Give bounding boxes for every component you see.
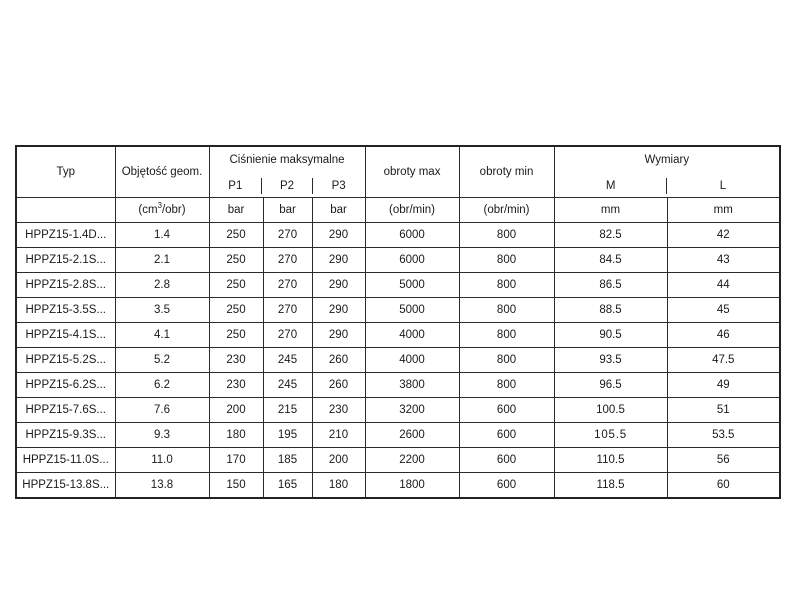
spec-table-container bbox=[15, 145, 779, 499]
header-p2: P2 bbox=[261, 179, 313, 193]
header-pressure-group bbox=[209, 146, 365, 198]
header-rpm-max: obroty max bbox=[365, 146, 459, 198]
cell-dim-l: 44 bbox=[667, 273, 780, 298]
header-p3: P3 bbox=[313, 179, 365, 193]
cell-p3: 210 bbox=[312, 423, 365, 448]
header-dim-m: M bbox=[605, 179, 616, 192]
cell-rpm-min: 600 bbox=[459, 398, 554, 423]
cell-p2: 195 bbox=[263, 423, 312, 448]
cell-p2: 245 bbox=[263, 348, 312, 373]
cell-typ: HPPZ15-4.1S... bbox=[16, 323, 115, 348]
cell-rpm-min: 800 bbox=[459, 348, 554, 373]
units-dim-l: mm bbox=[667, 198, 780, 223]
cell-dim-m: 96.5 bbox=[554, 373, 667, 398]
cell-dim-l: 43 bbox=[667, 248, 780, 273]
cell-dim-l: 47.5 bbox=[667, 348, 780, 373]
table-header bbox=[16, 146, 780, 223]
cell-dim-l: 42 bbox=[667, 223, 780, 248]
specification-table bbox=[15, 145, 781, 499]
table-row bbox=[16, 323, 780, 348]
header-p1: P1 bbox=[228, 179, 243, 192]
cell-rpm-min: 600 bbox=[459, 473, 554, 499]
header-pressure-group-label: Ciśnienie maksymalne bbox=[229, 154, 345, 166]
cell-p2: 165 bbox=[263, 473, 312, 499]
cell-p1: 230 bbox=[209, 348, 263, 373]
cell-p3: 290 bbox=[312, 298, 365, 323]
cell-dim-l: 56 bbox=[667, 448, 780, 473]
header-dim-l: L bbox=[667, 179, 779, 193]
units-volume-exponent: 3 bbox=[157, 200, 162, 210]
header-dimensions-group-label: Wymiary bbox=[644, 154, 690, 166]
cell-rpm-max: 3800 bbox=[365, 373, 459, 398]
cell-dim-l: 60 bbox=[667, 473, 780, 499]
cell-volume: 4.1 bbox=[115, 323, 209, 348]
cell-p3: 290 bbox=[312, 223, 365, 248]
table-body bbox=[16, 223, 780, 499]
header-row-titles bbox=[16, 146, 780, 198]
cell-volume: 3.5 bbox=[115, 298, 209, 323]
header-row-units bbox=[16, 198, 780, 223]
units-p2: bar bbox=[263, 198, 312, 223]
cell-dim-l: 46 bbox=[667, 323, 780, 348]
units-p3: bar bbox=[312, 198, 365, 223]
units-volume bbox=[115, 198, 209, 223]
cell-dim-m: 118.5 bbox=[554, 473, 667, 499]
table-row bbox=[16, 223, 780, 248]
cell-rpm-max: 6000 bbox=[365, 248, 459, 273]
cell-p1: 150 bbox=[209, 473, 263, 499]
cell-rpm-max: 2200 bbox=[365, 448, 459, 473]
cell-dim-m: 86.5 bbox=[554, 273, 667, 298]
cell-rpm-min: 600 bbox=[459, 423, 554, 448]
cell-p1: 250 bbox=[209, 298, 263, 323]
cell-rpm-min: 800 bbox=[459, 223, 554, 248]
cell-rpm-max: 1800 bbox=[365, 473, 459, 499]
cell-p3: 180 bbox=[312, 473, 365, 499]
table-row bbox=[16, 248, 780, 273]
table-row bbox=[16, 423, 780, 448]
cell-volume: 13.8 bbox=[115, 473, 209, 499]
table-row bbox=[16, 348, 780, 373]
cell-p1: 170 bbox=[209, 448, 263, 473]
cell-rpm-min: 800 bbox=[459, 298, 554, 323]
cell-p2: 270 bbox=[263, 323, 312, 348]
cell-p3: 230 bbox=[312, 398, 365, 423]
cell-typ: HPPZ15-7.6S... bbox=[16, 398, 115, 423]
cell-p3: 290 bbox=[312, 323, 365, 348]
table-row bbox=[16, 448, 780, 473]
cell-rpm-max: 2600 bbox=[365, 423, 459, 448]
cell-dim-l: 49 bbox=[667, 373, 780, 398]
cell-p1: 230 bbox=[209, 373, 263, 398]
cell-p2: 245 bbox=[263, 373, 312, 398]
cell-p1: 250 bbox=[209, 273, 263, 298]
cell-rpm-max: 4000 bbox=[365, 323, 459, 348]
cell-p1: 250 bbox=[209, 248, 263, 273]
cell-typ: HPPZ15-11.0S... bbox=[16, 448, 115, 473]
cell-typ: HPPZ15-2.1S... bbox=[16, 248, 115, 273]
table-row bbox=[16, 373, 780, 398]
header-dimension-subcolumns bbox=[555, 179, 780, 193]
cell-rpm-max: 5000 bbox=[365, 298, 459, 323]
cell-typ: HPPZ15-5.2S... bbox=[16, 348, 115, 373]
cell-volume: 2.1 bbox=[115, 248, 209, 273]
cell-p3: 260 bbox=[312, 348, 365, 373]
cell-rpm-min: 600 bbox=[459, 448, 554, 473]
cell-volume: 2.8 bbox=[115, 273, 209, 298]
cell-rpm-max: 3200 bbox=[365, 398, 459, 423]
cell-rpm-min: 800 bbox=[459, 323, 554, 348]
units-volume-base: (cm bbox=[138, 203, 158, 216]
cell-volume: 6.2 bbox=[115, 373, 209, 398]
cell-p3: 260 bbox=[312, 373, 365, 398]
cell-volume: 9.3 bbox=[115, 423, 209, 448]
header-dimensions-group bbox=[554, 146, 780, 198]
cell-dim-m: 90.5 bbox=[554, 323, 667, 348]
cell-dim-l: 45 bbox=[667, 298, 780, 323]
cell-rpm-max: 4000 bbox=[365, 348, 459, 373]
units-volume-tail: /obr) bbox=[161, 203, 186, 216]
table-row bbox=[16, 398, 780, 423]
cell-dim-m: 84.5 bbox=[554, 248, 667, 273]
cell-typ: HPPZ15-6.2S... bbox=[16, 373, 115, 398]
table-row bbox=[16, 298, 780, 323]
units-typ bbox=[16, 198, 115, 223]
cell-typ: HPPZ15-3.5S... bbox=[16, 298, 115, 323]
cell-dim-m: 100.5 bbox=[554, 398, 667, 423]
cell-dim-m: 105.5 bbox=[554, 423, 667, 448]
units-dim-m: mm bbox=[554, 198, 667, 223]
cell-volume: 5.2 bbox=[115, 348, 209, 373]
cell-rpm-min: 800 bbox=[459, 373, 554, 398]
cell-typ: HPPZ15-1.4D... bbox=[16, 223, 115, 248]
cell-rpm-min: 800 bbox=[459, 273, 554, 298]
cell-dim-l: 53.5 bbox=[667, 423, 780, 448]
header-volume: Objętość geom. bbox=[115, 146, 209, 198]
cell-p2: 270 bbox=[263, 298, 312, 323]
cell-p2: 185 bbox=[263, 448, 312, 473]
table-row bbox=[16, 273, 780, 298]
table-row bbox=[16, 473, 780, 499]
cell-p2: 270 bbox=[263, 223, 312, 248]
cell-typ: HPPZ15-13.8S... bbox=[16, 473, 115, 499]
units-rpm-max: (obr/min) bbox=[365, 198, 459, 223]
cell-rpm-max: 5000 bbox=[365, 273, 459, 298]
cell-typ: HPPZ15-9.3S... bbox=[16, 423, 115, 448]
cell-p1: 200 bbox=[209, 398, 263, 423]
cell-p1: 250 bbox=[209, 323, 263, 348]
cell-dim-m: 82.5 bbox=[554, 223, 667, 248]
header-rpm-min: obroty min bbox=[459, 146, 554, 198]
cell-dim-l: 51 bbox=[667, 398, 780, 423]
cell-p3: 290 bbox=[312, 248, 365, 273]
cell-p2: 215 bbox=[263, 398, 312, 423]
cell-dim-m: 110.5 bbox=[554, 448, 667, 473]
cell-volume: 11.0 bbox=[115, 448, 209, 473]
cell-volume: 7.6 bbox=[115, 398, 209, 423]
units-p1: bar bbox=[209, 198, 263, 223]
cell-rpm-min: 800 bbox=[459, 248, 554, 273]
header-pressure-subcolumns bbox=[210, 179, 365, 193]
cell-p3: 200 bbox=[312, 448, 365, 473]
cell-rpm-max: 6000 bbox=[365, 223, 459, 248]
cell-p1: 250 bbox=[209, 223, 263, 248]
cell-volume: 1.4 bbox=[115, 223, 209, 248]
units-rpm-min: (obr/min) bbox=[459, 198, 554, 223]
cell-p2: 270 bbox=[263, 248, 312, 273]
cell-typ: HPPZ15-2.8S... bbox=[16, 273, 115, 298]
header-typ: Typ bbox=[16, 146, 115, 198]
cell-p1: 180 bbox=[209, 423, 263, 448]
cell-p3: 290 bbox=[312, 273, 365, 298]
cell-dim-m: 93.5 bbox=[554, 348, 667, 373]
cell-p2: 270 bbox=[263, 273, 312, 298]
cell-dim-m: 88.5 bbox=[554, 298, 667, 323]
